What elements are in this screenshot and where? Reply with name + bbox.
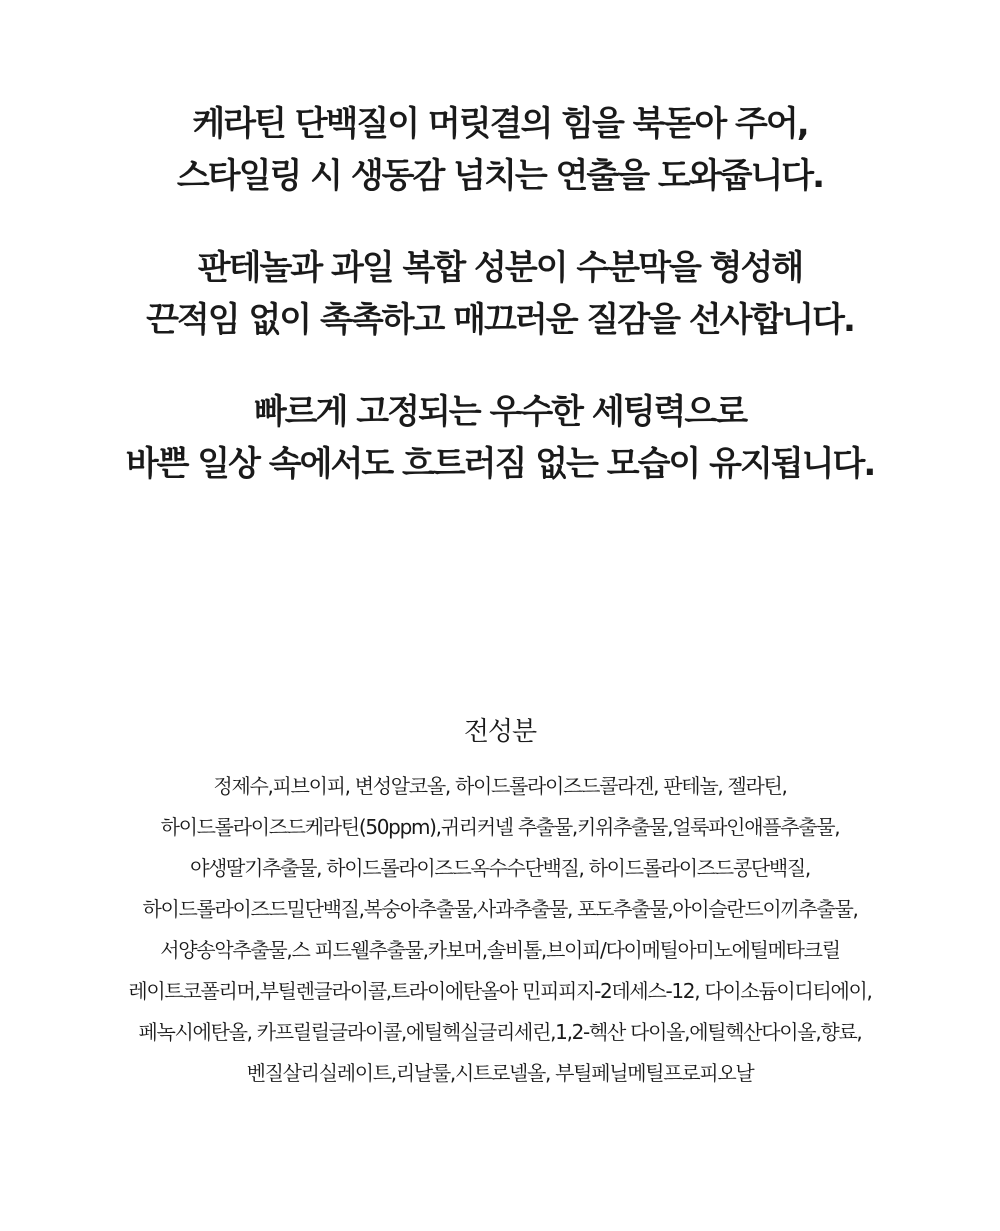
product-description: [0, 98, 1000, 530]
description-paragraph: [0, 98, 1000, 202]
ingredients-line: 벤질살리실레이트,리날룰,시트로넬올, 부틸페닐메틸프로피오날: [246, 1061, 754, 1085]
ingredients-line: 정제수,피브이피, 변성알코올, 하이드롤라이즈드콜라겐, 판테놀, 젤라틴,: [213, 774, 787, 798]
description-line: 빠르게 고정되는 우수한 세팅력으로: [253, 392, 747, 432]
description-line: 끈적임 없이 촉촉하고 매끄러운 질감을 선사합니다.: [146, 300, 854, 340]
ingredients-line: 레이트코폴리머,부틸렌글라이콜,트라이에탄올아 민피피지-2데세스-12, 다이소듐이디티에이,: [128, 979, 872, 1003]
description-paragraph: [0, 242, 1000, 346]
ingredients-line: 하이드롤라이즈드밀단백질,복숭아추출물,사과추출물, 포도추출물,아이슬란드이끼추출물,: [142, 897, 858, 921]
ingredients-line: 서양송악추출물,스 피드웰추출물,카보머,솔비톨,브이피/다이메틸아미노에틸메타크릴: [160, 938, 840, 962]
ingredients-section: [0, 708, 1000, 1094]
ingredients-line: 하이드롤라이즈드케라틴(50ppm),귀리커넬 추출물,키위추출물,얼룩파인애플추출물,: [160, 815, 840, 839]
description-paragraph: [0, 386, 1000, 490]
ingredients-title: 전성분: [463, 717, 537, 747]
description-line: 판테놀과 과일 복합 성분이 수분막을 형성해: [197, 248, 803, 288]
ingredients-line: 페녹시에탄올, 카프릴릴글라이콜,에틸헥실글리세린,1,2-헥산 다이올,에틸헥산다이올,향료,: [138, 1020, 862, 1044]
description-line: 스타일링 시 생동감 넘치는 연출을 도와줍니다.: [176, 156, 824, 196]
description-line: 바쁜 일상 속에서도 흐트러짐 없는 모습이 유지됩니다.: [125, 444, 875, 484]
description-line: 케라틴 단백질이 머릿결의 힘을 북돋아 주어,: [192, 104, 808, 144]
ingredients-line: 야생딸기추출물, 하이드롤라이즈드옥수수단백질, 하이드롤라이즈드콩단백질,: [190, 856, 810, 880]
